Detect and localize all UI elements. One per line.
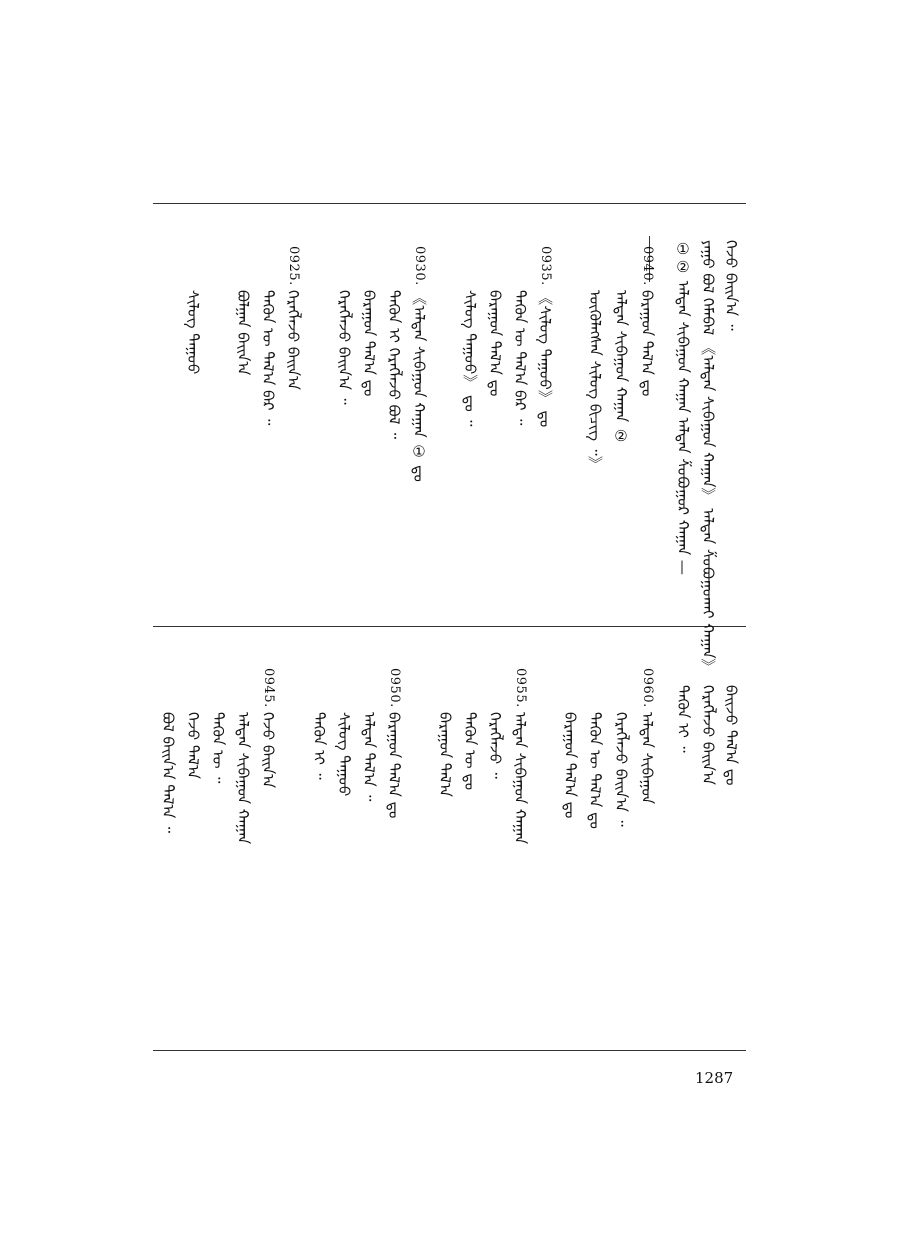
verse-line: ᠬᠡᠷᠡᠭᠯᠡᠵᠦ ᠪᠠᠢ᠌ᠨ᠎ᠠ ᠃	[335, 290, 353, 405]
verse-line: ᠬᠡᠷᠡᠭᠯᠡᠵᠦ ᠃	[486, 712, 504, 779]
verse-line: ᠠᠯᠲᠠᠨ ᠰᠢᠪᠠᠭᠤᠨ ᠬᠠᠭᠠᠨ ②	[612, 290, 630, 445]
verse-line: ᠪᠣᠯᠭᠠᠨ ᠪᠠᠢ᠌ᠨ᠎ᠠ	[234, 290, 252, 376]
page-number: 1287	[695, 1069, 734, 1087]
verse-line: ᠠᠯᠲᠠᠨ ᠰᠢᠪᠠᠭᠤᠨ ᠬᠠᠭᠠᠨ	[234, 712, 252, 845]
verse-line: ᠰᠢᠯᠦᠭ ᠳᠠᠭᠤᠤ》 ᠳᠤ ᠃	[461, 290, 479, 427]
entry-number: 0960.	[640, 668, 655, 708]
intro-line: ①② ᠠᠯᠲᠠᠨ ᠰᠢᠪᠠᠭᠤᠨ ᠬᠠᠭᠠᠨ ᠠᠯᠲᠠᠨ ᠱᠣᠪᠤᠭᠤᠷ ᠬᠠᠭᠠᠨ —	[674, 240, 692, 575]
verse-line: ᠪᠠᠷᠠᠭᠤᠨ ᠲᠠᠯ᠎ᠠ ᠳᠤ	[638, 290, 656, 397]
verse-line: ᠰᠢᠯᠦᠭ ᠳᠠᠭᠤᠤ	[184, 290, 202, 375]
verse-line: ᠲᠡᠭᠦᠨ ᠦ ᠲᠠᠯ᠎ᠠ ᠳᠤ	[586, 712, 604, 829]
entry-number: 0935.	[538, 246, 553, 286]
verse-line: ᠪᠠᠷᠠᠭᠤᠨ ᠲᠠᠯ᠎ᠠ ᠳᠤ	[385, 712, 403, 819]
verse-line: ᠠᠯᠲᠠᠨ ᠰᠢᠪᠠᠭᠤᠨ	[638, 712, 656, 805]
entry-number: 0955.	[513, 668, 528, 708]
verse-line: ᠰᠢᠯᠦᠭ ᠳᠠᠭᠤᠤ	[335, 712, 353, 797]
verse-line: ᠲᠡᠭᠦᠨ ᠢ ᠬᠡᠷᠡᠭᠯᠡᠵᠦ ᠪᠣᠯ ᠃	[385, 290, 403, 439]
entry-number: 0950.	[387, 668, 402, 708]
verse-line: ᠪᠠᠷᠠᠭᠤᠨ ᠲᠠᠯ᠎ᠠ ᠳᠤ	[360, 290, 378, 397]
verse-line: ᠲᠡᠭᠦᠨ ᠦ ᠳᠤ	[461, 712, 479, 791]
verse-line: ᠲᠡᠭᠦᠨ ᠦ ᠲᠠᠯ᠎ᠠ ᠪᠡᠷ ᠃	[259, 290, 277, 426]
verse-line: ᠥᠭᠦᠯᠡᠭᠰᠡᠨ ᠰᠢᠯᠦᠭ ᠪᠢᠴᠢᠭ᠌ ᠃》	[586, 290, 604, 472]
middle-rule	[153, 626, 746, 627]
entry-number: 0940.	[640, 246, 655, 286]
verse-line: ᠪᠣᠯ ᠪᠠᠢ᠌ᠨ᠎ᠠ ᠲᠠᠯ᠎ᠠ ᠃	[159, 712, 177, 833]
entry-number: 0930.	[412, 246, 427, 286]
entry-number: 0925.	[286, 246, 301, 286]
verse-line: ᠲᠡᠭᠦᠨ ᠦ ᠃	[209, 712, 227, 784]
bottom-rule	[153, 1050, 746, 1051]
entry-number: 0945.	[261, 668, 276, 708]
verse-line: ᠪᠠᠷᠠᠭᠤᠨ ᠲᠠᠯ᠎ᠠ ᠳᠤ	[486, 290, 504, 397]
verse-line: ᠪᠠᠷᠠᠭᠤᠨ ᠲᠠᠯ᠎ᠠ	[436, 712, 454, 797]
verse-line: ᠬᠡᠷᠡᠭᠯᠡᠵᠦ ᠪᠠᠢ᠌ᠨ᠎ᠠ	[284, 290, 302, 390]
verse-line: ᠠᠯᠲᠠᠨ ᠰᠢᠪᠠᠭᠤᠨ ᠬᠠᠭᠠᠨ	[511, 712, 529, 845]
verse-line: ᠲᠡᠭᠦᠨ ᠢ ᠃	[674, 685, 692, 753]
intro-line: ᠭᠡᠵᠦ ᠪᠠᠢ᠌ᠨ᠎ᠠ ᠃	[722, 240, 740, 331]
verse-line: ᠬᠡᠷᠡᠭᠯᠡᠵᠦ ᠪᠠᠢ᠌ᠨ᠎ᠠ ᠃	[612, 712, 630, 827]
verse-line: ᠲᠡᠭᠦᠨ ᠦ ᠲᠠᠯ᠎ᠠ ᠪᠡᠷ ᠃	[511, 290, 529, 426]
verse-line: ᠠᠯᠲᠠᠨ ᠲᠠᠯ᠎ᠠ ᠃	[360, 712, 378, 802]
verse-line: ᠬᠡᠷᠡᠭᠯᠡᠵᠦ ᠪᠠᠢ᠌ᠨ᠎ᠠ	[699, 685, 717, 785]
verse-line: ᠪᠠᠷᠠᠭᠤᠨ ᠲᠠᠯ᠎ᠠ ᠳᠤ	[561, 712, 579, 819]
verse-line: 《ᠠᠯᠲᠠᠨ ᠰᠢᠪᠠᠭᠤᠨ ᠬᠠᠭᠠᠨ ① ᠳᠤ	[410, 290, 428, 482]
verse-line: ᠭᠡᠵᠦ ᠲᠠᠯ᠎ᠠ	[184, 712, 202, 779]
intro-line: ᠶᠠᠭᠤ ᠪᠣᠯ ᠬᠡᠮᠡᠪᠡᠯ 《ᠠᠯᠲᠠᠨ ᠰᠢᠪᠠᠭᠤᠨ ᠬᠠᠭᠠᠨ》 ᠠᠯᠲᠠᠨ ᠱᠣᠪᠤᠭᠤᠬᠠᠢ ᠬᠠᠭᠠᠨ》	[699, 240, 717, 675]
verse-line: ᠪᠠᠢ᠌ᠵᠤ ᠲᠠᠯ᠎ᠠ ᠳᠤ	[722, 685, 740, 786]
top-rule	[153, 203, 746, 204]
verse-line: 《ᠰᠢᠯᠦᠭ ᠳᠠᠭᠤᠤ》 ᠳᠤ	[536, 290, 554, 428]
verse-line: ᠭᠡᠵᠦ ᠪᠠᠢ᠌ᠨ᠎ᠠ	[259, 712, 277, 789]
verse-line: ᠲᠡᠭᠦᠨ ᠢ ᠃	[310, 712, 328, 780]
